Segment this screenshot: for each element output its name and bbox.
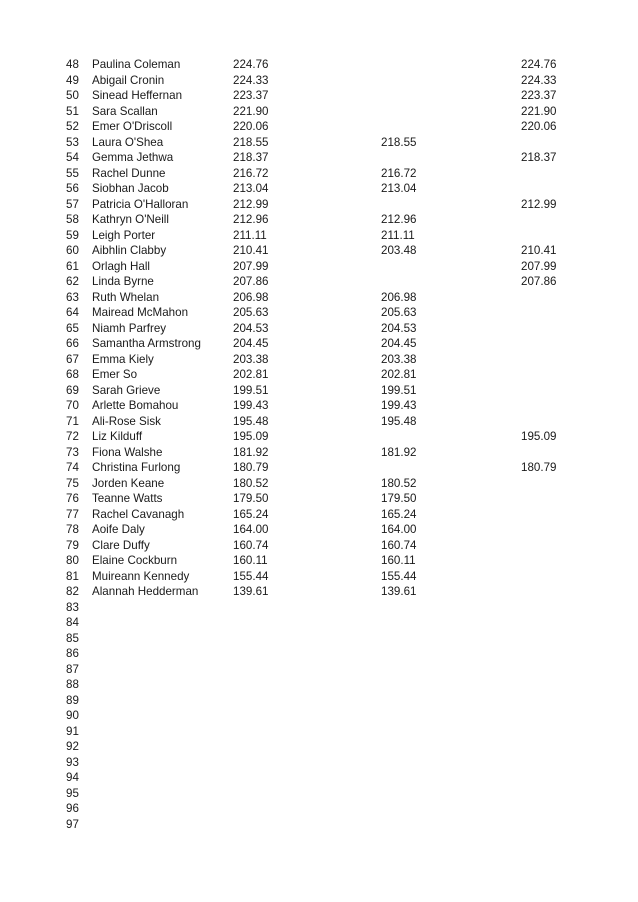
rank-number: 86 [66,647,79,660]
total-score: 203.38 [233,352,269,366]
rank-number: 83 [66,600,79,614]
score-column-a: 203.48 [381,244,417,257]
score-column-b: 210.41 [521,244,557,257]
rank-number: 77 [66,507,79,521]
rank-number: 78 [66,523,79,536]
table-row [0,724,638,740]
table-row [0,398,638,414]
rank-number: 79 [66,538,79,552]
competitor-name: Paulina Coleman [92,58,181,71]
table-row [0,212,638,228]
table-row [0,383,638,399]
total-score: 221.90 [233,104,269,118]
rank-number: 85 [66,631,79,645]
score-column-a: 206.98 [381,290,417,304]
total-score: 211.11 [233,228,267,242]
rank-number: 81 [66,569,79,583]
table-row [0,166,638,182]
total-score: 164.00 [233,523,269,536]
rank-number: 56 [66,182,79,195]
table-row [0,414,638,430]
rank-number: 87 [66,662,79,676]
table-row [0,150,638,166]
total-score: 180.79 [233,461,269,474]
score-column-a: 213.04 [381,182,417,195]
competitor-name: Teanne Watts [92,492,163,505]
total-score: 205.63 [233,306,269,319]
competitor-name: Abigail Cronin [92,73,165,87]
table-row [0,367,638,383]
rank-number: 93 [66,755,79,769]
competitor-name: Laura O'Shea [92,135,164,149]
total-score: 155.44 [233,569,269,583]
competitor-name: Ali-Rose Sisk [92,414,161,428]
table-row [0,445,638,461]
rank-number: 84 [66,616,79,629]
score-column-a: 204.45 [381,337,417,350]
rank-number: 52 [66,120,79,133]
competitor-name: Rachel Dunne [92,166,166,180]
competitor-name: Kathryn O'Neill [92,213,169,226]
total-score: 212.96 [233,213,269,226]
total-score: 199.43 [233,399,269,412]
competitor-name: Sarah Grieve [92,383,161,397]
rank-number: 59 [66,228,79,242]
rank-number: 72 [66,430,79,443]
rank-number: 61 [66,259,79,273]
total-score: 195.09 [233,430,269,443]
competitor-name: Fiona Walshe [92,445,163,459]
competitor-name: Elaine Cockburn [92,554,178,567]
competitor-name: Emer So [92,368,138,381]
table-row [0,243,638,259]
total-score: 210.41 [233,244,269,257]
table-row [0,491,638,507]
rank-number: 71 [66,414,79,428]
score-column-b: 218.37 [521,151,557,164]
total-score: 218.55 [233,135,269,149]
competitor-name: Rachel Cavanagh [92,507,185,521]
table-row [0,755,638,771]
table-row [0,708,638,724]
score-column-a: 203.38 [381,352,417,366]
table-row [0,274,638,290]
total-score: 206.98 [233,290,269,304]
competitor-name: Leigh Porter [92,228,156,242]
score-column-a: 199.43 [381,399,417,412]
rank-number: 95 [66,786,79,800]
competitor-name: Emer O'Driscoll [92,120,173,133]
score-column-a: 199.51 [381,383,417,397]
total-score: 207.86 [233,275,269,288]
table-row [0,770,638,786]
table-row [0,693,638,709]
rank-number: 55 [66,166,79,180]
table-row [0,290,638,306]
score-column-a: 195.48 [381,414,417,428]
competitor-name: Christina Furlong [92,461,181,474]
table-row [0,104,638,120]
rank-number: 50 [66,89,79,102]
total-score: 213.04 [233,182,269,195]
table-row [0,259,638,275]
score-column-a: 181.92 [381,445,417,459]
competitor-name: Aibhlin Clabby [92,244,167,257]
total-score: 195.48 [233,414,269,428]
competitor-name: Samantha Armstrong [92,337,201,350]
score-column-a: 202.81 [381,368,417,381]
table-row [0,228,638,244]
score-column-a: 160.11 [381,554,416,567]
rank-number: 49 [66,73,79,87]
rank-number: 58 [66,213,79,226]
total-score: 202.81 [233,368,269,381]
rank-number: 63 [66,290,79,304]
total-score: 224.76 [233,58,269,71]
score-column-a: 139.61 [381,585,417,598]
total-score: 160.74 [233,538,269,552]
competitor-name: Mairead McMahon [92,306,189,319]
competitor-name: Orlagh Hall [92,259,150,273]
table-row [0,460,638,476]
table-row [0,631,638,647]
rank-number: 75 [66,476,79,490]
results-sheet [0,57,638,832]
rank-number: 54 [66,151,79,164]
competitor-name: Gemma Jethwa [92,151,174,164]
score-column-a: 204.53 [381,321,417,335]
score-column-b: 180.79 [521,461,557,474]
competitor-name: Clare Duffy [92,538,150,552]
table-row [0,336,638,352]
score-column-a: 164.00 [381,523,417,536]
rank-number: 80 [66,554,79,567]
rank-number: 68 [66,368,79,381]
total-score: 199.51 [233,383,269,397]
table-row [0,476,638,492]
total-score: 224.33 [233,73,269,87]
table-row [0,553,638,569]
table-row [0,352,638,368]
table-row [0,135,638,151]
rank-number: 66 [66,337,79,350]
total-score: 218.37 [233,151,269,164]
rank-number: 90 [66,709,79,722]
score-column-a: 180.52 [381,476,417,490]
table-row [0,507,638,523]
competitor-name: Aoife Daly [92,523,145,536]
competitor-name: Sara Scallan [92,104,158,118]
table-row [0,321,638,337]
competitor-name: Liz Kilduff [92,430,143,443]
table-row [0,538,638,554]
table-row [0,181,638,197]
rank-number: 57 [66,197,79,211]
score-column-a: 205.63 [381,306,417,319]
rank-number: 67 [66,352,79,366]
rank-number: 51 [66,104,79,118]
score-column-a: 165.24 [381,507,417,521]
rank-number: 69 [66,383,79,397]
rank-number: 73 [66,445,79,459]
rank-number: 70 [66,399,79,412]
total-score: 204.53 [233,321,269,335]
table-row [0,615,638,631]
rank-number: 94 [66,771,79,784]
rank-number: 96 [66,802,79,815]
competitor-name: Muireann Kennedy [92,569,190,583]
competitor-name: Jorden Keane [92,476,165,490]
total-score: 179.50 [233,492,269,505]
score-column-b: 223.37 [521,89,557,102]
rank-number: 88 [66,678,79,691]
competitor-name: Linda Byrne [92,275,154,288]
table-row [0,584,638,600]
score-column-b: 224.76 [521,58,557,71]
total-score: 165.24 [233,507,269,521]
table-row [0,119,638,135]
total-score: 216.72 [233,166,269,180]
table-row [0,569,638,585]
competitor-name: Siobhan Jacob [92,182,169,195]
table-row [0,429,638,445]
total-score: 223.37 [233,89,269,102]
rank-number: 65 [66,321,79,335]
competitor-name: Ruth Whelan [92,290,160,304]
score-column-a: 155.44 [381,569,417,583]
score-column-a: 160.74 [381,538,417,552]
rank-number: 92 [66,740,79,753]
table-row [0,522,638,538]
rank-number: 82 [66,585,79,598]
table-row [0,817,638,833]
table-row [0,57,638,73]
table-row [0,305,638,321]
total-score: 212.99 [233,197,269,211]
table-row [0,677,638,693]
score-column-b: 224.33 [521,73,557,87]
rank-number: 48 [66,58,79,71]
total-score: 181.92 [233,445,269,459]
score-column-b: 220.06 [521,120,557,133]
score-column-a: 211.11 [381,228,415,242]
score-column-b: 212.99 [521,197,557,211]
total-score: 220.06 [233,120,269,133]
table-row [0,600,638,616]
table-row [0,73,638,89]
competitor-name: Arlette Bomahou [92,399,179,412]
rank-number: 97 [66,817,79,831]
table-row [0,197,638,213]
rank-number: 89 [66,693,79,707]
total-score: 204.45 [233,337,269,350]
table-row [0,88,638,104]
rank-number: 64 [66,306,79,319]
score-column-a: 212.96 [381,213,417,226]
table-row [0,801,638,817]
table-row [0,739,638,755]
score-column-a: 218.55 [381,135,417,149]
rank-number: 53 [66,135,79,149]
rank-number: 62 [66,275,79,288]
score-column-b: 195.09 [521,430,557,443]
score-column-b: 221.90 [521,104,557,118]
rank-number: 76 [66,492,79,505]
rank-number: 74 [66,461,79,474]
table-row [0,786,638,802]
competitor-name: Sinead Heffernan [92,89,183,102]
score-column-a: 179.50 [381,492,417,505]
competitor-name: Alannah Hedderman [92,585,199,598]
table-row [0,646,638,662]
competitor-name: Niamh Parfrey [92,321,167,335]
total-score: 207.99 [233,259,269,273]
total-score: 139.61 [233,585,269,598]
table-row [0,662,638,678]
score-column-b: 207.99 [521,259,557,273]
competitor-name: Patricia O'Halloran [92,197,189,211]
competitor-name: Emma Kiely [92,352,154,366]
rank-number: 60 [66,244,79,257]
rank-number: 91 [66,724,79,738]
total-score: 180.52 [233,476,269,490]
score-column-a: 216.72 [381,166,417,180]
score-column-b: 207.86 [521,275,557,288]
total-score: 160.11 [233,554,268,567]
